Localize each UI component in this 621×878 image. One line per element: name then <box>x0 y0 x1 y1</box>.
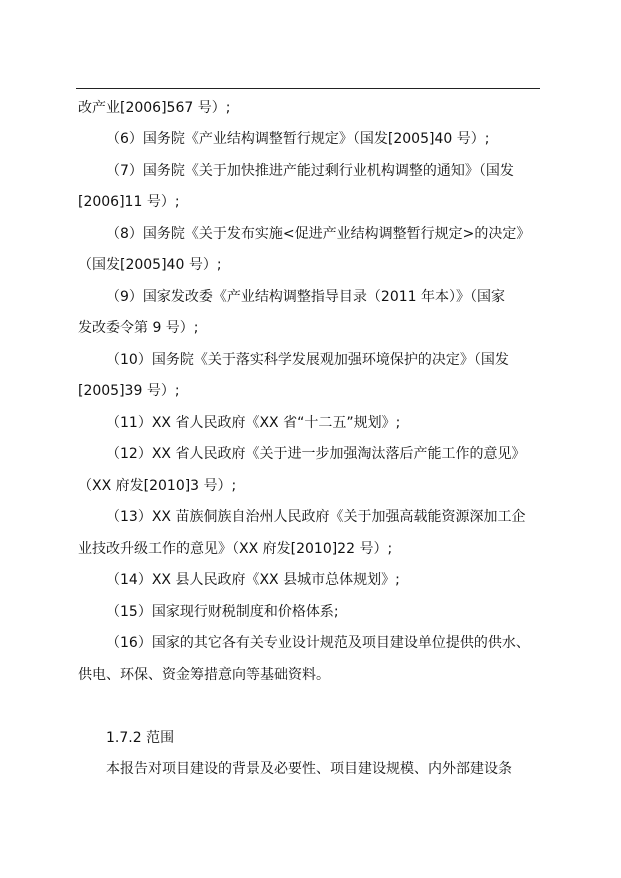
text-line: （XX 府发[2010]3 号）; <box>78 478 237 494</box>
text-line: （11）XX 省人民政府《XX 省“十二五”规划》; <box>106 415 401 431</box>
section-heading: 1.7.2 范围 <box>106 730 175 746</box>
text-line: [2006]11 号）; <box>78 194 180 210</box>
text-line: （12）XX 省人民政府《关于进一步加强淘汰落后产能工作的意见》 <box>106 446 526 462</box>
text-line: （9）国家发改委《产业结构调整指导目录（2011 年本）》（国家 <box>106 289 505 305</box>
text-line: （国发[2005]40 号）; <box>78 257 222 273</box>
text-line: （16）国家的其它各有关专业设计规范及项目建设单位提供的供水、 <box>106 635 530 651</box>
text-line: 供电、环保、资金筹措意向等基础资料。 <box>78 667 330 683</box>
text-line: （13）XX 苗族侗族自治州人民政府《关于加强高载能资源深加工企 <box>106 509 526 525</box>
text-line: （10）国务院《关于落实科学发展观加强环境保护的决定》（国发 <box>106 352 509 368</box>
text-line: [2005]39 号）; <box>78 383 180 399</box>
text-line: （14）XX 县人民政府《XX 县城市总体规划》; <box>106 572 400 588</box>
text-line: 本报告对项目建设的背景及必要性、项目建设规模、内外部建设条 <box>106 761 512 777</box>
text-line: 发改委令第 9 号）; <box>78 320 199 336</box>
text-line: 业技改升级工作的意见》（XX 府发[2010]22 号）; <box>78 541 393 557</box>
text-line: 改产业[2006]567 号）; <box>78 100 231 116</box>
text-line: （7）国务院《关于加快推进产能过剩行业机构调整的通知》（国发 <box>106 163 514 179</box>
header-rule <box>76 88 540 89</box>
text-line: （6）国务院《产业结构调整暂行规定》（国发[2005]40 号）; <box>106 131 490 147</box>
text-line: （8）国务院《关于发布实施<促进产业结构调整暂行规定>的决定》 <box>106 226 531 242</box>
text-line: （15）国家现行财税制度和价格体系; <box>106 604 339 620</box>
